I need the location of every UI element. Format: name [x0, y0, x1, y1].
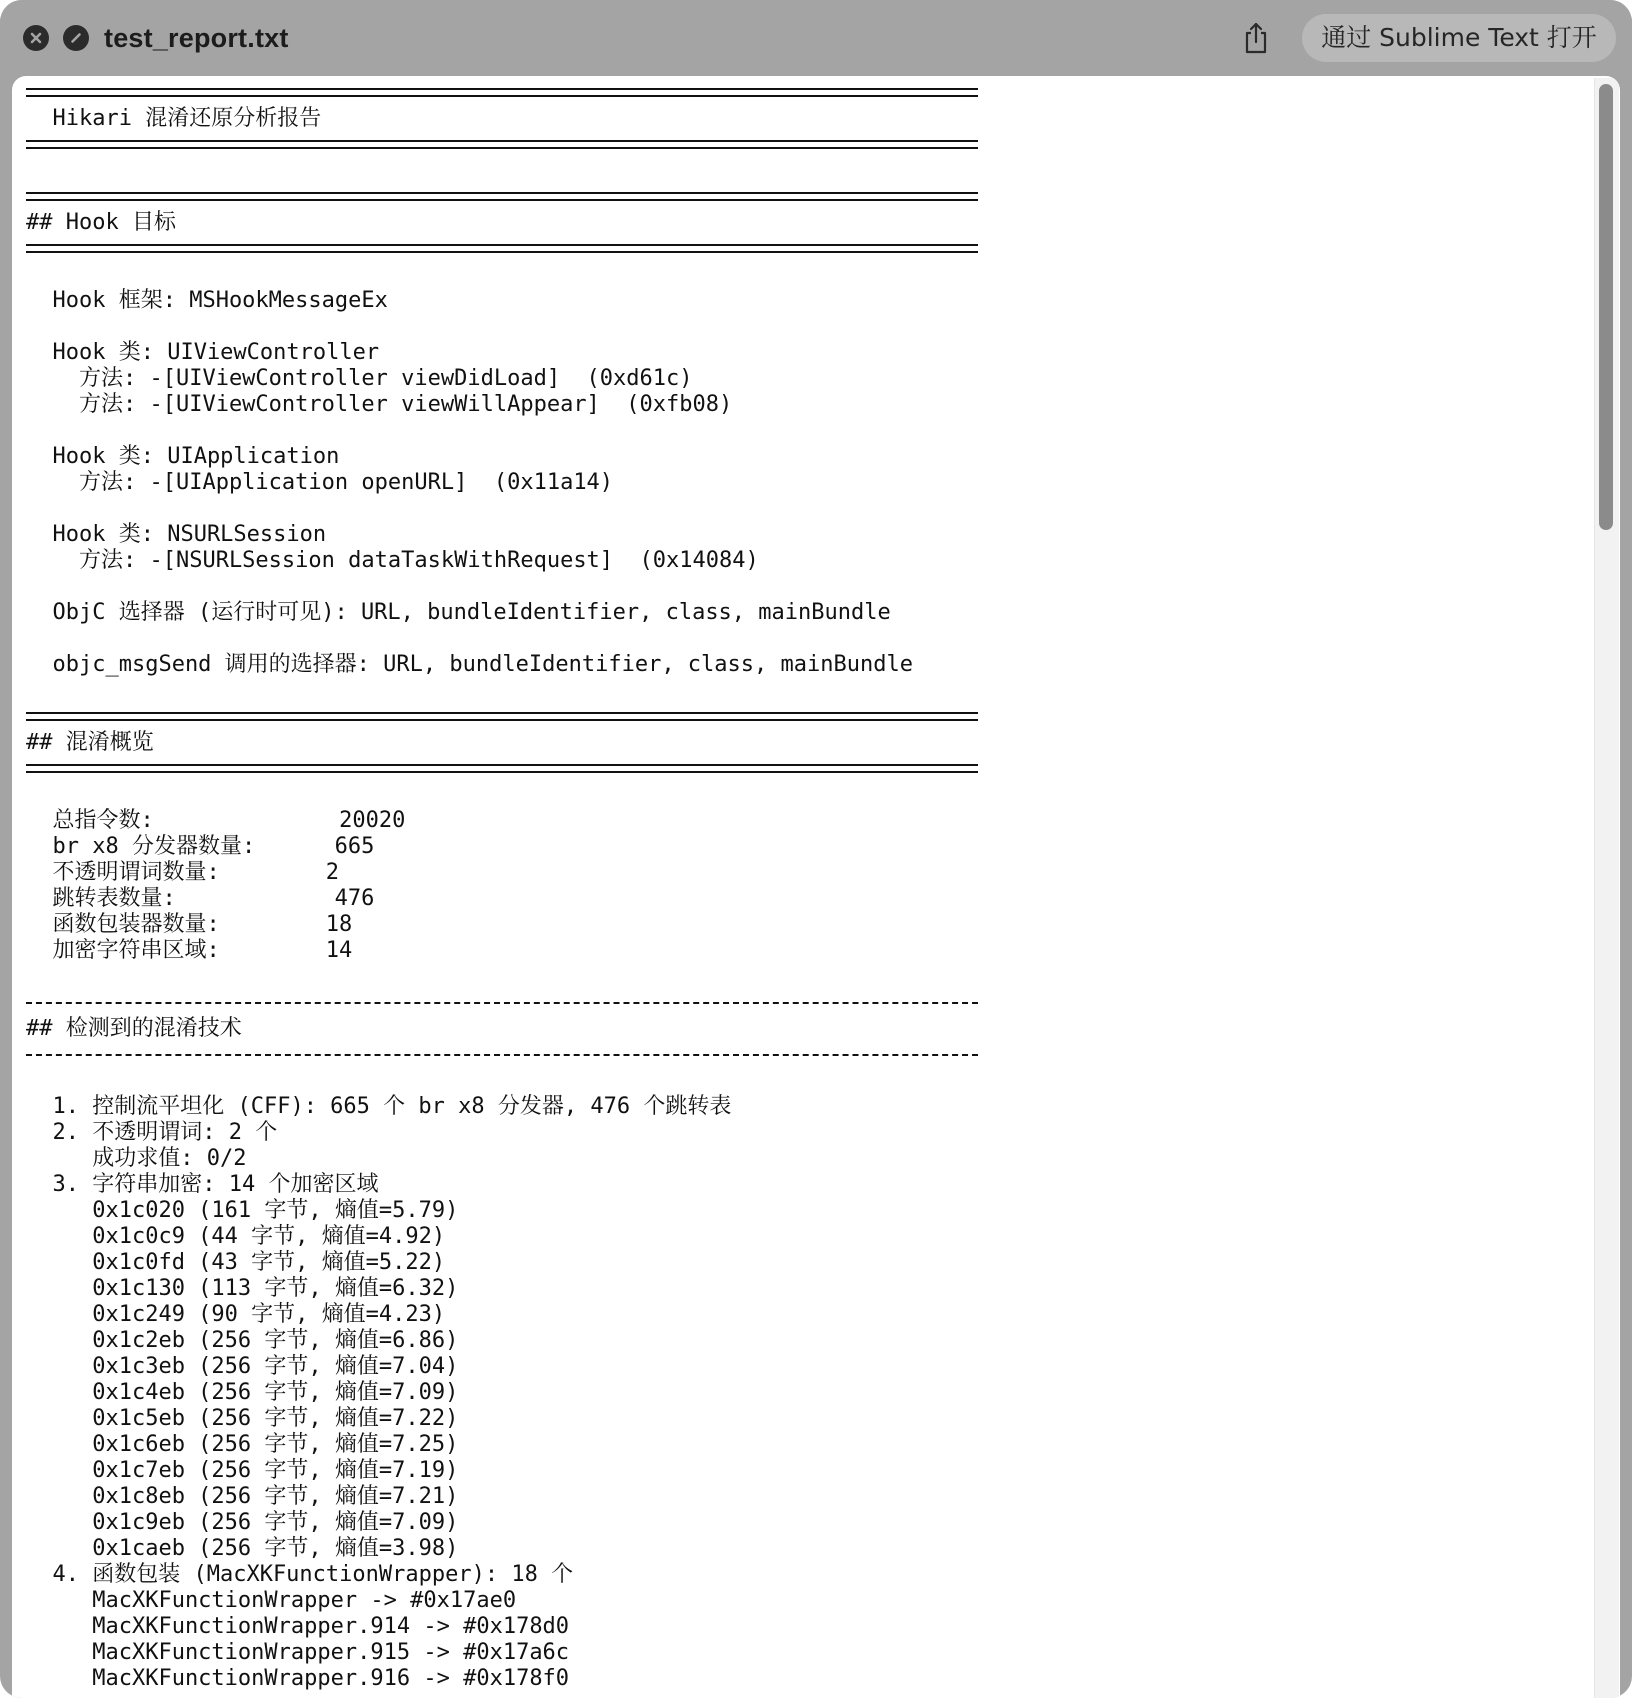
report-line: 方法: -[NSURLSession dataTaskWithRequest] (0x14084) [26, 548, 759, 573]
report-line: objc_msgSend 调用的选择器: URL, bundleIdentifier, class, mainBundle [26, 652, 913, 677]
blank-line [26, 262, 1566, 288]
report-line: 0x1c4eb (256 字节, 熵值=7.09) [26, 1380, 459, 1405]
text-document[interactable] [12, 76, 1620, 1698]
report-line: 总指令数: 20020 [26, 808, 406, 833]
report-line: 函数包装器数量: 18 [26, 912, 353, 937]
report-line: 方法: -[UIApplication openURL] (0x11a14) [26, 470, 614, 495]
report-line: MacXKFunctionWrapper.916 -> #0x178f0 [26, 1666, 570, 1691]
report-line: 不透明谓词数量: 2 [26, 860, 339, 885]
report-line: 0x1c0c9 (44 字节, 熵值=4.92) [26, 1224, 446, 1249]
report-line: 3. 字符串加密: 14 个加密区域 [26, 1172, 379, 1197]
separator-rule [26, 184, 1566, 210]
blank-line [26, 314, 1566, 340]
report-line: 0x1c130 (113 字节, 熵值=6.32) [26, 1276, 459, 1301]
report-line: 0x1caeb (256 字节, 熵值=3.98) [26, 1536, 459, 1561]
report-line: Hook 框架: MSHookMessageEx [26, 288, 388, 313]
report-line: 0x1c8eb (256 字节, 熵值=7.21) [26, 1484, 459, 1509]
report-line: Hikari 混淆还原分析报告 [26, 106, 322, 131]
report-line: 0x1c7eb (256 字节, 熵值=7.19) [26, 1458, 459, 1483]
separator-rule [26, 236, 1566, 262]
report-line: 0x1c249 (90 字节, 熵值=4.23) [26, 1302, 446, 1327]
window-title: test_report.txt [104, 23, 289, 53]
report-line: MacXKFunctionWrapper.914 -> #0x178d0 [26, 1614, 570, 1639]
separator-rule [26, 132, 1566, 158]
share-button[interactable] [1238, 18, 1274, 58]
report-text [26, 80, 1566, 1692]
report-line: 方法: -[UIViewController viewWillAppear] (0xfb08) [26, 392, 733, 417]
blank-line [26, 574, 1566, 600]
report-line: ## Hook 目标 [26, 210, 176, 235]
report-line: 4. 函数包装 (MacXKFunctionWrapper): 18 个 [26, 1562, 574, 1587]
open-with-sublime-button[interactable]: 通过 Sublime Text 打开 [1302, 14, 1616, 62]
report-line: 0x1c3eb (256 字节, 熵值=7.04) [26, 1354, 459, 1379]
separator-rule [26, 756, 1566, 782]
report-line: 0x1c020 (161 字节, 熵值=5.79) [26, 1198, 459, 1223]
separator-dash [26, 1042, 1566, 1068]
report-line: 成功求值: 0/2 [26, 1146, 247, 1171]
report-line: 方法: -[UIViewController viewDidLoad] (0xd61c) [26, 366, 693, 391]
report-line: ObjC 选择器 (运行时可见): URL, bundleIdentifier, class, mainBundle [26, 600, 891, 625]
blank-line [26, 158, 1566, 184]
report-line: ## 检测到的混淆技术 [26, 1016, 242, 1041]
blank-line [26, 1068, 1566, 1094]
report-line: 0x1c9eb (256 字节, 熵值=7.09) [26, 1510, 459, 1535]
report-line: 跳转表数量: 476 [26, 886, 375, 911]
blank-line [26, 496, 1566, 522]
fullscreen-button[interactable] [63, 25, 89, 51]
report-line: 0x1c0fd (43 字节, 熵值=5.22) [26, 1250, 446, 1275]
close-icon [29, 31, 43, 45]
blank-line [26, 678, 1566, 704]
blank-line [26, 418, 1566, 444]
report-line: Hook 类: UIApplication [26, 444, 340, 469]
title-bar [0, 0, 1632, 76]
share-icon [1242, 21, 1270, 55]
report-line: br x8 分发器数量: 665 [26, 834, 375, 859]
blank-line [26, 964, 1566, 990]
separator-rule [26, 80, 1566, 106]
slash-circle-icon [69, 31, 83, 45]
report-line: 0x1c6eb (256 字节, 熵值=7.25) [26, 1432, 459, 1457]
close-button[interactable] [23, 25, 49, 51]
report-line: 0x1c5eb (256 字节, 熵值=7.22) [26, 1406, 459, 1431]
report-line: 加密字符串区域: 14 [26, 938, 353, 963]
blank-line [26, 626, 1566, 652]
report-line: Hook 类: NSURLSession [26, 522, 327, 547]
blank-line [26, 782, 1566, 808]
report-line: MacXKFunctionWrapper -> #0x17ae0 [26, 1588, 517, 1613]
report-line: Hook 类: UIViewController [26, 340, 380, 365]
scrollbar-thumb[interactable] [1599, 84, 1613, 530]
report-line: ## 混淆概览 [26, 730, 154, 755]
separator-dash [26, 990, 1566, 1016]
report-line: 0x1c2eb (256 字节, 熵值=6.86) [26, 1328, 459, 1353]
report-line: 1. 控制流平坦化 (CFF): 665 个 br x8 分发器, 476 个跳转表 [26, 1094, 732, 1119]
report-line: MacXKFunctionWrapper.915 -> #0x17a6c [26, 1640, 570, 1665]
separator-rule [26, 704, 1566, 730]
report-line: 2. 不透明谓词: 2 个 [26, 1120, 278, 1145]
